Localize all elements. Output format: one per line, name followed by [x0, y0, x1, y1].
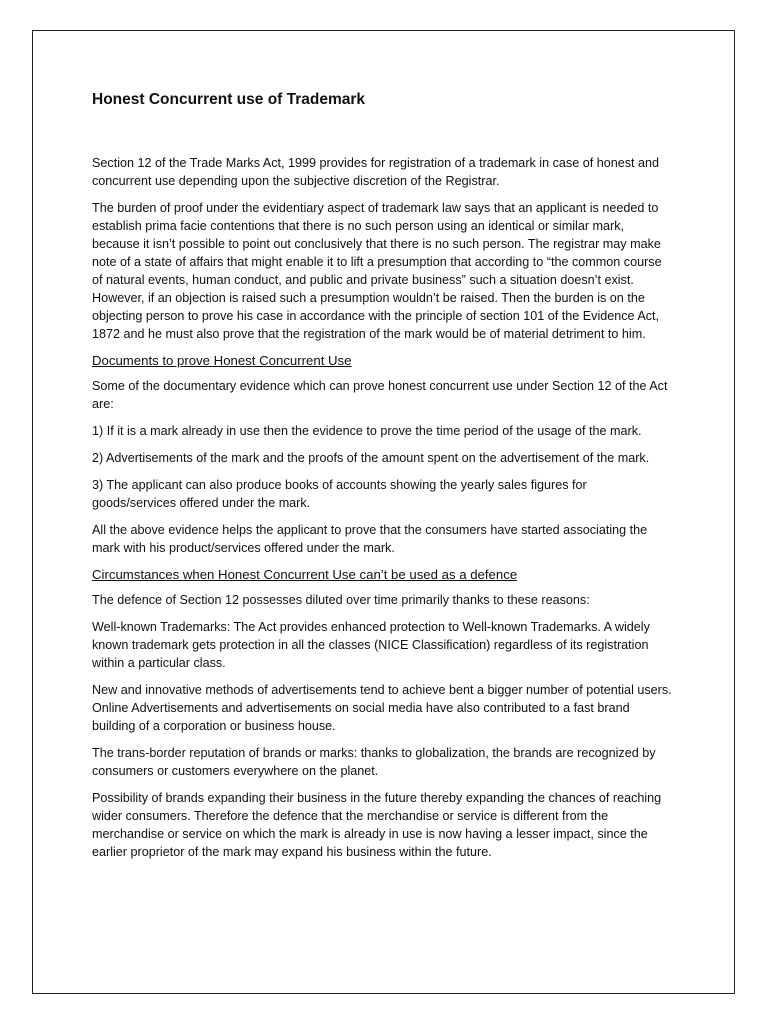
- section2-paragraph: The trans-border reputation of brands or marks: thanks to globalization, the brands are recognized by consumers or customers everywhere on the planet.: [92, 746, 656, 778]
- section1-paragraph: Some of the documentary evidence which can prove honest concurrent use under Section 12 of the Act are:: [92, 379, 668, 411]
- section1-list-item: 1) If it is a mark already in use then the evidence to prove the time period of the usage of the mark.: [92, 424, 642, 438]
- section1-list-item: 3) The applicant can also produce books of accounts showing the yearly sales figures for goods/services offered under the mark.: [92, 478, 587, 510]
- section2-paragraph: Well-known Trademarks: The Act provides enhanced protection to Well-known Trademarks. A widely known trademark gets protection in all the classes (NICE Classification) regardless of its registration within a particular class.: [92, 620, 650, 670]
- section2-paragraph: The defence of Section 12 possesses diluted over time primarily thanks to these reasons:: [92, 593, 590, 607]
- intro-paragraph-2: The burden of proof under the evidentiary aspect of trademark law says that an applicant is needed to establish prima facie contentions that there is no such person using an identical or similar mark, because it isn’t possible to point out conclusively that there is no such person. The registrar may make note of a state of affairs that might enable it to lift a presumption that according to “the common course of natural events, human conduct, and public and private business” such a situation doesn’t exist. However, if an objection is raised such a presumption wouldn’t be raised. Then the burden is on the objecting person to prove his case in accordance with the principle of section 101 of the Evidence Act, 1872 and he must also prove that the registration of the mark would be of material detriment to him.: [92, 201, 662, 341]
- section-heading-circumstances: Circumstances when Honest Concurrent Use can’t be used as a defence: [92, 567, 518, 582]
- page-title: Honest Concurrent use of Trademark: [92, 91, 366, 108]
- section1-list-item: 2) Advertisements of the mark and the proofs of the amount spent on the advertisement of the mark.: [92, 451, 650, 465]
- section-heading-documents: Documents to prove Honest Concurrent Use: [92, 353, 352, 368]
- document-body: [92, 90, 672, 870]
- section2-paragraph: New and innovative methods of advertisements tend to achieve bent a bigger number of potential users. Online Advertisements and advertisements on social media have also contributed to a fast brand building of a corporation or business house.: [92, 683, 672, 733]
- intro-paragraph-1: Section 12 of the Trade Marks Act, 1999 provides for registration of a trademark in case of honest and concurrent use depending upon the subjective discretion of the Registrar.: [92, 156, 660, 188]
- section1-paragraph: All the above evidence helps the applicant to prove that the consumers have started associating the mark with his product/services offered under the mark.: [92, 523, 648, 555]
- section2-paragraph: Possibility of brands expanding their business in the future thereby expanding the chances of reaching wider consumers. Therefore the defence that the merchandise or service is different from the merchandise or service on which the mark is already in use is now having a lesser impact, since the earlier proprietor of the mark may expand his business within the future.: [92, 791, 662, 859]
